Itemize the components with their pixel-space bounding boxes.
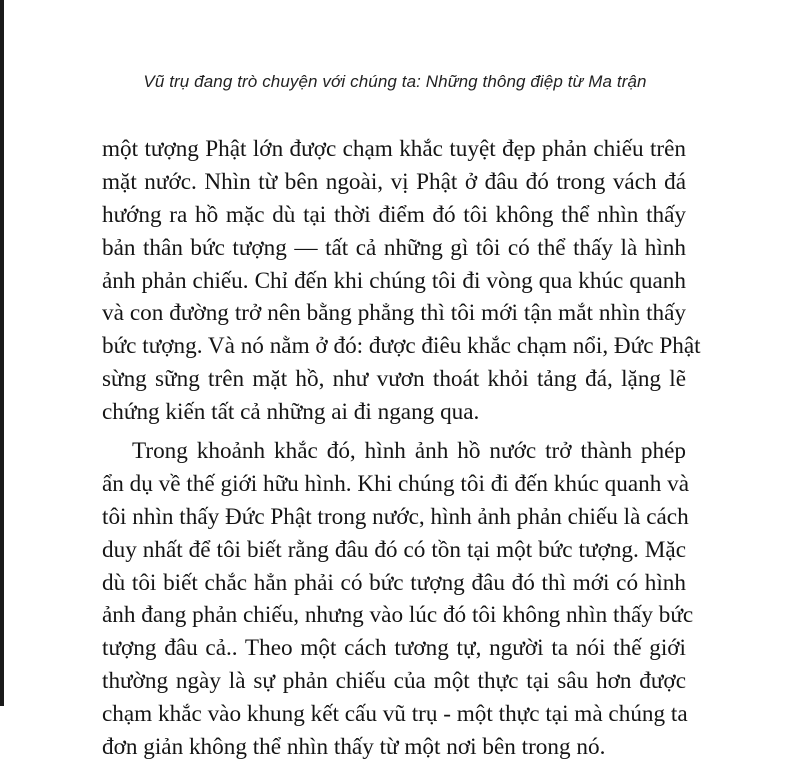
text-line: ảnh phản chiếu. Chỉ đến khi chúng tôi đi vòng qua khúc quanh: [102, 267, 686, 294]
text-line: Trong khoảnh khắc đó, hình ảnh hồ nước trở thành phép: [132, 438, 686, 465]
paragraph: [102, 435, 694, 764]
text-line: tôi nhìn thấy Đức Phật trong nước, hình ảnh phản chiếu là cách: [102, 503, 689, 530]
text-line: chạm khắc vào khung kết cấu vũ trụ - một thực tại mà chúng ta: [102, 701, 688, 728]
text-line: và con đường trở nên bằng phẳng thì tôi mới tận mắt nhìn thấy: [102, 300, 686, 327]
body-text: [102, 133, 701, 764]
text-line: ẩn dụ về thế giới hữu hình. Khi chúng tôi đi đến khúc quanh và: [102, 470, 690, 497]
text-line: hướng ra hồ mặc dù tại thời điểm đó tôi không thể nhìn thấy: [102, 201, 686, 228]
text-line: một tượng Phật lớn được chạm khắc tuyệt đẹp phản chiếu trên: [102, 136, 686, 162]
text-line: dù tôi biết chắc hẳn phải có bức tượng đâu đó thì mới có hình: [102, 569, 686, 596]
text-line: ảnh đang phản chiếu, nhưng vào lúc đó tôi không nhìn thấy bức: [102, 602, 694, 629]
text-line: bản thân bức tượng — tất cả những gì tôi có thể thấy là hình: [102, 234, 686, 261]
text-line: sừng sững trên mặt hồ, như vươn thoát khỏi tảng đá, lặng lẽ: [102, 366, 686, 393]
text-line: đơn giản không thể nhìn thấy từ một nơi bên trong nó.: [102, 734, 606, 761]
text-line: mặt nước. Nhìn từ bên ngoài, vị Phật ở đâu đó trong vách đá: [102, 168, 686, 195]
text-line: tượng đâu cả.. Theo một cách tương tự, người ta nói thế giới: [102, 635, 686, 662]
running-header: Vũ trụ đang trò chuyện với chúng ta: Những thông điệp từ Ma trận: [143, 72, 647, 91]
text-line: thường ngày là sự phản chiếu của một thực tại sâu hơn được: [102, 668, 686, 695]
paragraph: [102, 133, 701, 429]
text-line: bức tượng. Và nó nằm ở đó: được điêu khắc chạm nổi, Đức Phật: [102, 333, 701, 360]
text-line: chứng kiến tất cả những ai đi ngang qua.: [102, 399, 480, 426]
text-line: duy nhất để tôi biết rằng đâu đó có tồn tại một bức tượng. Mặc: [102, 536, 686, 563]
